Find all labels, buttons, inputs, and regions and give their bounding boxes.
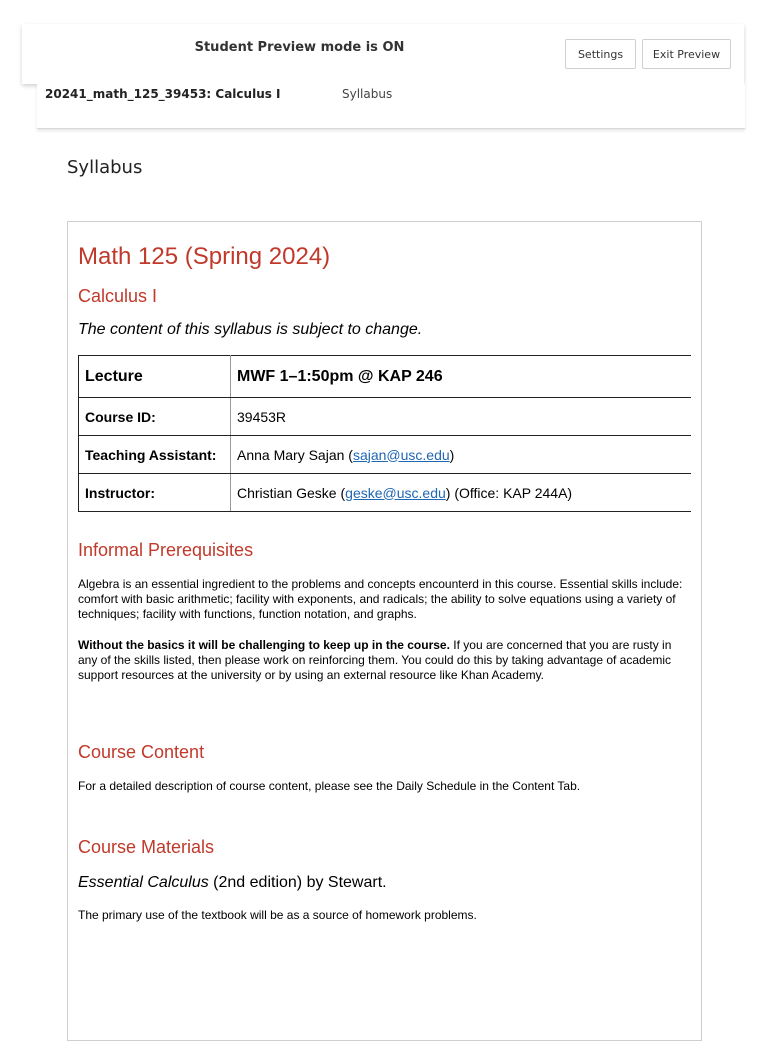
- course-id-value: 39453R: [231, 398, 692, 436]
- instructor-name: Christian Geske (: [237, 484, 346, 501]
- instructor-suffix: ) (Office: KAP 244A): [445, 484, 573, 501]
- table-row: [79, 436, 692, 474]
- textbook-title: Essential Calculus: [78, 874, 209, 891]
- course-materials-paragraph: The primary use of the textbook will be as a source of homework problems.: [78, 908, 477, 922]
- table-row: [79, 356, 692, 398]
- lecture-label: Lecture: [79, 356, 231, 398]
- preview-bar: [22, 24, 744, 84]
- settings-button[interactable]: Settings: [565, 39, 636, 69]
- prerequisites-heading: Informal Prerequisites: [78, 540, 254, 560]
- ta-label: Teaching Assistant:: [79, 436, 231, 474]
- course-id-label: Course ID:: [79, 398, 231, 436]
- instructor-label: Instructor:: [79, 474, 231, 512]
- page-title: Syllabus: [67, 157, 143, 178]
- instructor-email-link[interactable]: geske@usc.edu: [345, 484, 446, 501]
- table-row: [79, 398, 692, 436]
- syllabus-content-frame: [67, 221, 702, 1041]
- course-info-table: [78, 355, 691, 512]
- breadcrumb: [37, 84, 745, 129]
- ta-email-link[interactable]: sajan@usc.edu: [352, 446, 450, 463]
- ta-name: Anna Mary Sajan (: [237, 446, 353, 463]
- breadcrumb-course-link[interactable]: 20241_math_125_39453: Calculus I: [45, 87, 281, 101]
- lecture-value: MWF 1–1:50pm @ KAP 246: [231, 356, 692, 398]
- textbook-line: [78, 874, 387, 892]
- syllabus-subtitle: Calculus I: [78, 286, 158, 306]
- prerequisites-warning-text: If you are concerned that you are rusty in any of the skills listed, then please work on reinforcing them. You could do this by taking advantage of academic support resources at the university or by using an external resource like Khan Academy.: [78, 638, 672, 682]
- ta-value: [231, 436, 692, 474]
- syllabus-disclaimer: The content of this syllabus is subject to change.: [78, 321, 423, 338]
- breadcrumb-current-page: Syllabus: [342, 87, 393, 101]
- course-materials-heading: Course Materials: [78, 837, 215, 857]
- table-row: [79, 474, 692, 512]
- prerequisites-paragraph: Algebra is an essential ingredient to the problems and concepts encounterd in this course. Essential skills include: comfort with basic arithmetic; facility with exponents, and radicals; the ability to solve equations using a variety of techniques; facility with functions, function notation, and graphs.: [78, 577, 683, 621]
- course-content-paragraph: For a detailed description of course content, please see the Daily Schedule in the Content Tab.: [78, 779, 581, 793]
- preview-mode-title: Student Preview mode is ON: [194, 40, 405, 55]
- ta-suffix: ): [449, 446, 455, 463]
- textbook-edition: (2nd edition) by Stewart.: [208, 874, 387, 891]
- course-content-heading: Course Content: [78, 742, 205, 762]
- prerequisites-warning-paragraph: [78, 638, 688, 683]
- prerequisites-warning-bold: Without the basics it will be challenging to keep up in the course.: [78, 638, 450, 652]
- syllabus-title: Math 125 (Spring 2024): [78, 243, 331, 270]
- instructor-value: [231, 474, 692, 512]
- exit-preview-button[interactable]: Exit Preview: [642, 39, 731, 69]
